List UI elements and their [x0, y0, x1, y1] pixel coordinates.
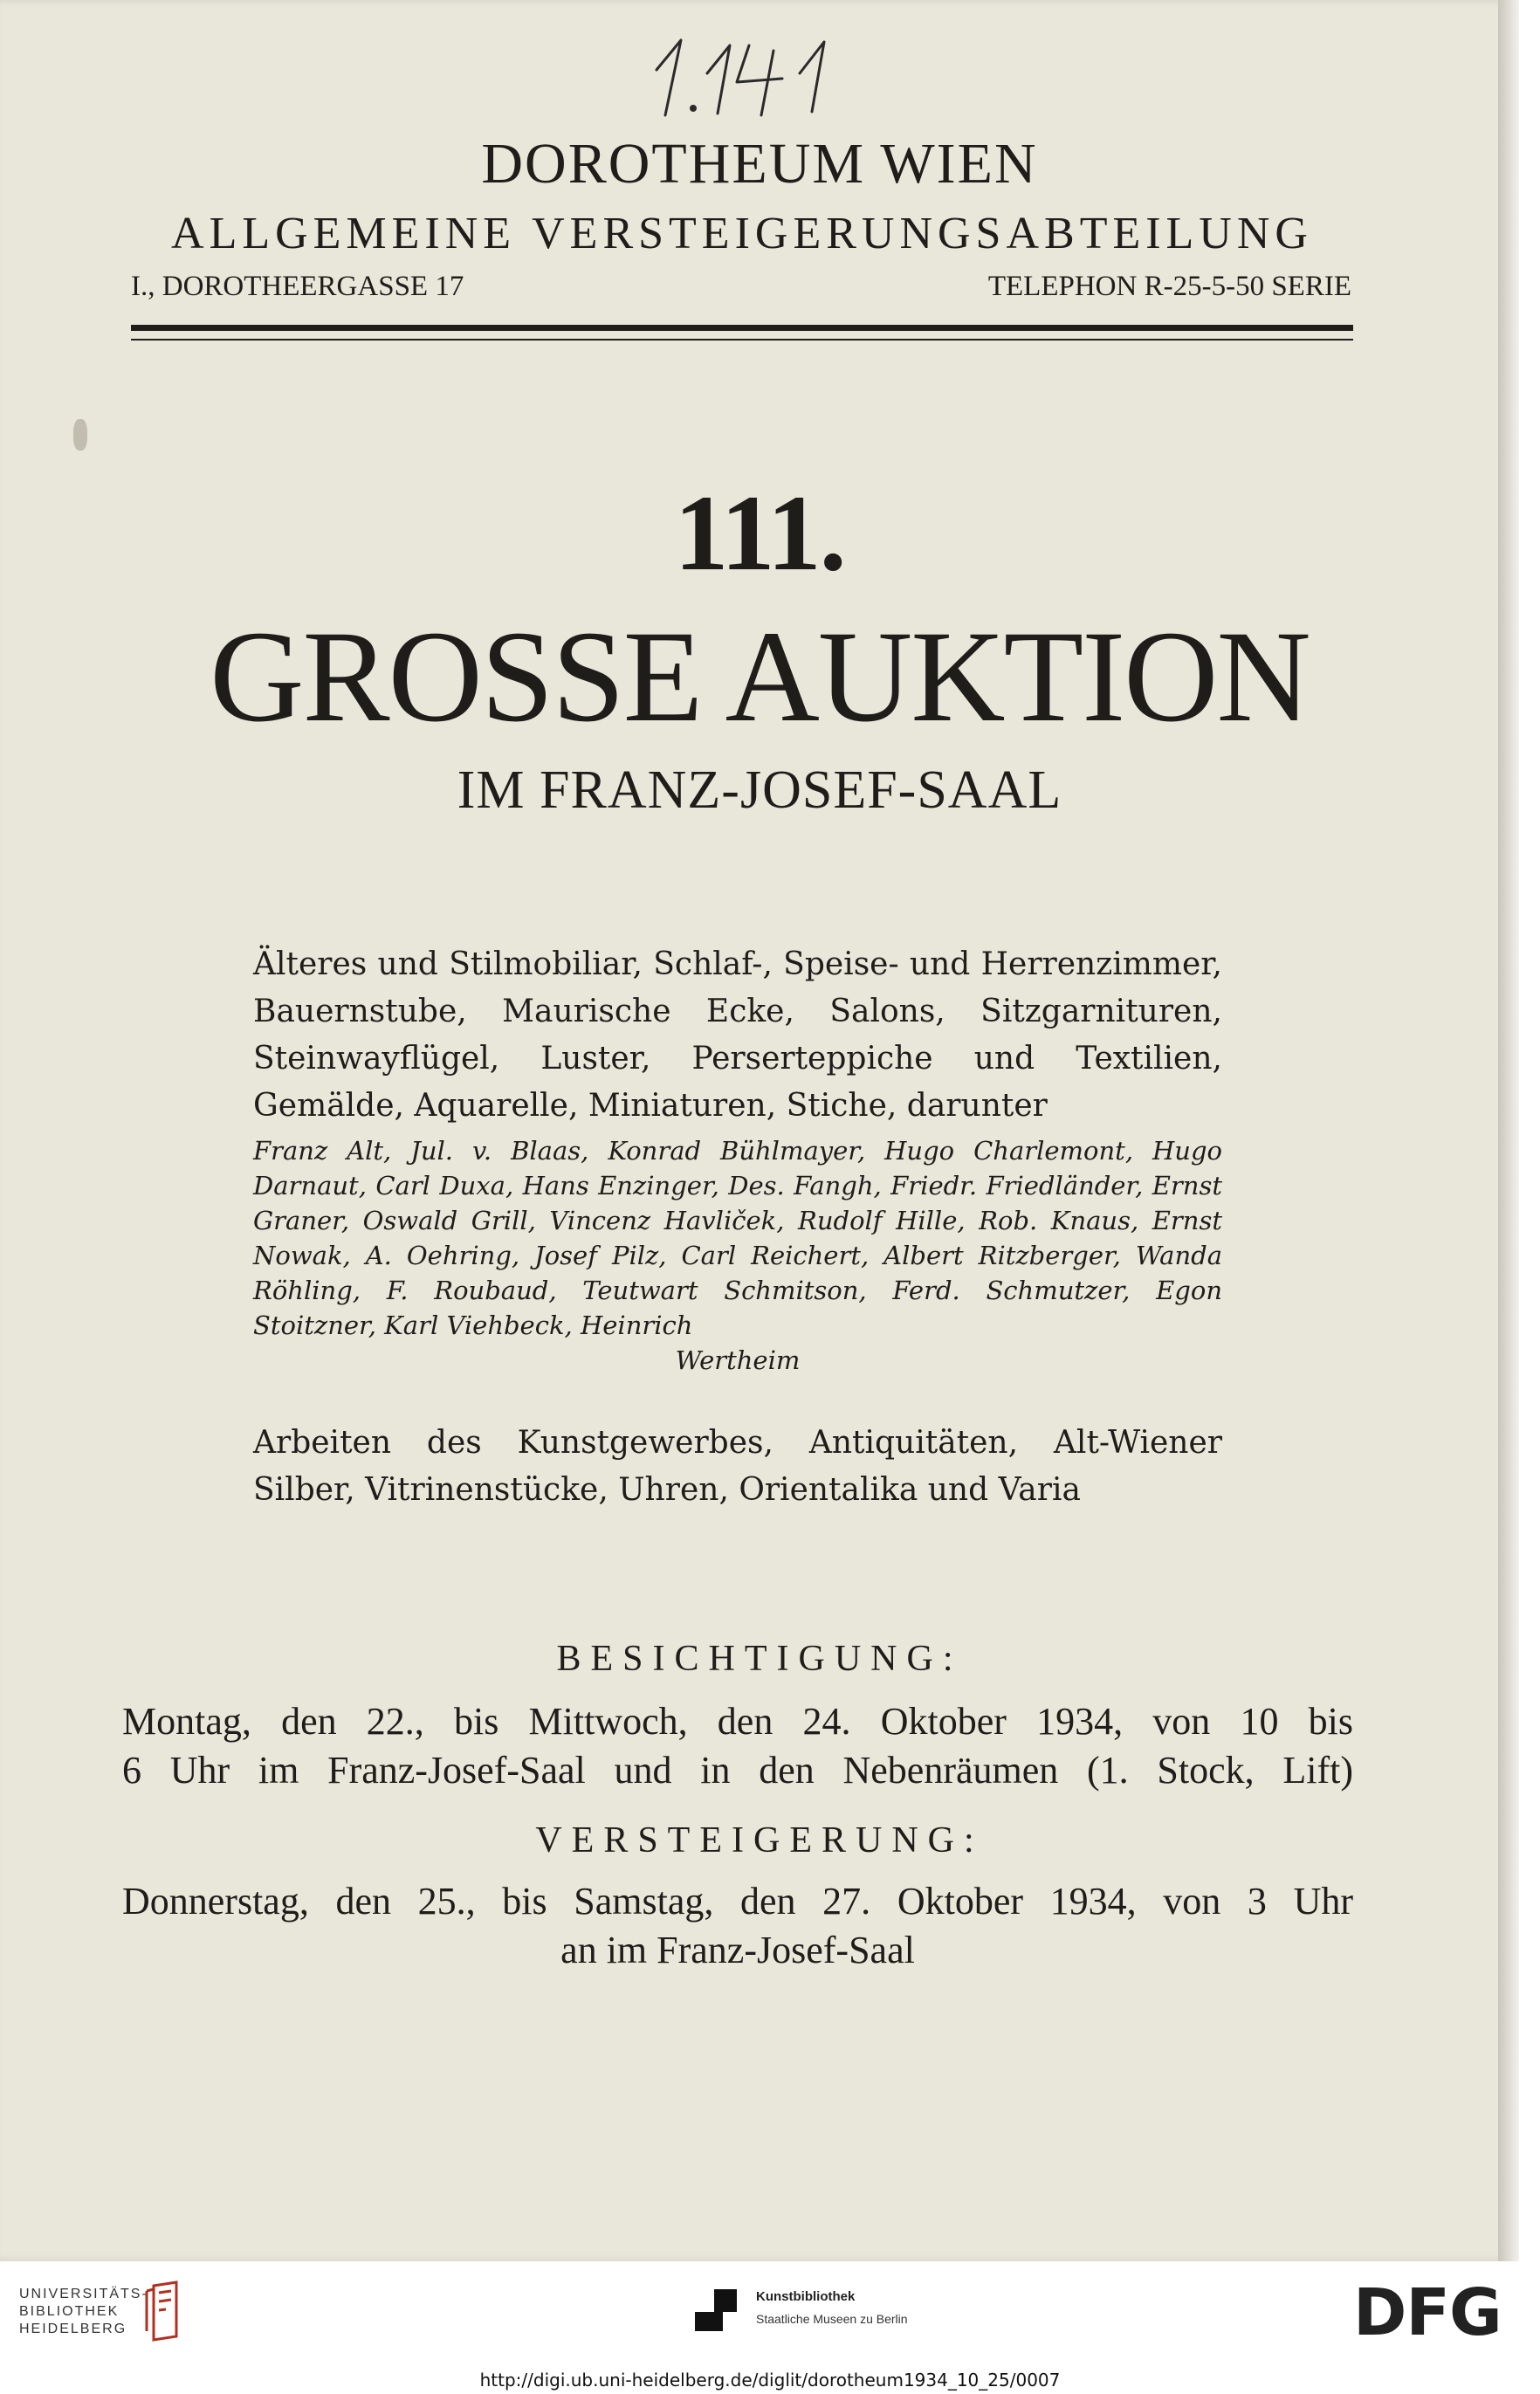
auction-venue: IM FRANZ-JOSEF-SAAL: [457, 760, 1062, 820]
page-spine-shadow: [1498, 0, 1519, 2261]
viewing-line-2: 6 Uhr im Franz-Josef-Saal und in den Nebenräumen (1. Stock, Lift): [122, 1749, 1353, 1792]
street-address: I., DOROTHEERGASSE 17: [131, 271, 464, 302]
permalink-url[interactable]: http://digi.ub.uni-heidelberg.de/diglit/dorotheum1934_10_25/0007: [479, 2370, 1061, 2391]
auction-line-2: an im Franz-Josef-Saal: [560, 1929, 915, 1971]
artist-last-name: Wertheim: [675, 1345, 801, 1375]
paper-stain: [73, 419, 87, 451]
auction-line-1: Donnerstag, den 25., bis Samstag, den 27. Oktober 1934, von 3 Uhr: [122, 1880, 1353, 1923]
auction-details: [122, 1877, 1353, 1975]
handwritten-inventory-number: [646, 24, 873, 120]
kunstbibliothek-name: Kunstbibliothek: [756, 2289, 856, 2304]
auction-title: GROSSE AUKTION: [210, 604, 1310, 749]
telephone-number: TELEPHON R-25-5-50 SERIE: [987, 271, 1351, 302]
viewing-line-1: Montag, den 22., bis Mittwoch, den 24. Oktober 1934, von 10 bis: [122, 1700, 1353, 1743]
university-line-3: HEIDELBERG: [19, 2322, 127, 2336]
auction-number: 111.: [674, 473, 845, 593]
viewing-heading: BESICHTIGUNG:: [556, 1639, 963, 1679]
university-logo-icon[interactable]: [141, 2279, 187, 2342]
university-line-2: BIBLIOTHEK: [19, 2304, 120, 2319]
dfg-logo[interactable]: DFG: [1353, 2275, 1502, 2350]
footer-bar: [0, 2261, 1540, 2394]
handwritten-note-text: 1.141: [646, 24, 649, 25]
artist-names: Franz Alt, Jul. v. Blaas, Konrad Bühlmayer, Hugo Charlemont, Hugo Darnaut, Carl Duxa, Hans Enzinger, Des. Fangh, Friedr. Friedländer, Ernst Graner, Oswald Grill, Vincenz Havliček, Rudolf Hille, Rob. Knaus, Ernst Nowak, A. Oehring, Josef Pilz, Carl Reichert, Albert Ritzberger, Wanda Röhling, F. Roubaud, Teutwart Schmitson, Ferd. Schmutzer, Egon Stoitzner, Karl Viehbeck, Heinrich: [253, 1136, 1222, 1340]
artist-list: [253, 1133, 1222, 1378]
auction-heading: VERSTEIGERUNG:: [535, 1820, 984, 1861]
department-name: ALLGEMEINE VERSTEIGERUNGSABTEILUNG: [171, 209, 1313, 258]
kunstbibliothek-subtitle: Staatliche Museen zu Berlin: [756, 2312, 908, 2326]
university-line-1: UNIVERSITÄTS-: [19, 2287, 148, 2301]
university-library-name: [19, 2286, 148, 2338]
contents-more: Arbeiten des Kunstgewerbes, Antiquitäten, Alt-Wiener Silber, Vitrinenstücke, Uhren, Orientalika und Varia: [253, 1425, 1222, 1508]
contents-intro: Älteres und Stilmobiliar, Schlaf-, Speise- und Herrenzimmer, Bauernstube, Maurische Ecke, Salons, Sitzgarnituren, Steinwayflügel, Luster, Perserteppiche und Textilien, Gemälde, Aquarelle, Miniaturen, Stiche, darunter: [253, 946, 1222, 1124]
header-rule-thin: [131, 339, 1353, 341]
institution-name: DOROTHEUM WIEN: [481, 132, 1038, 196]
kunstbibliothek-logo-icon[interactable]: [690, 2284, 746, 2340]
header-rule-thick: [131, 325, 1353, 331]
viewing-details: [122, 1697, 1353, 1795]
